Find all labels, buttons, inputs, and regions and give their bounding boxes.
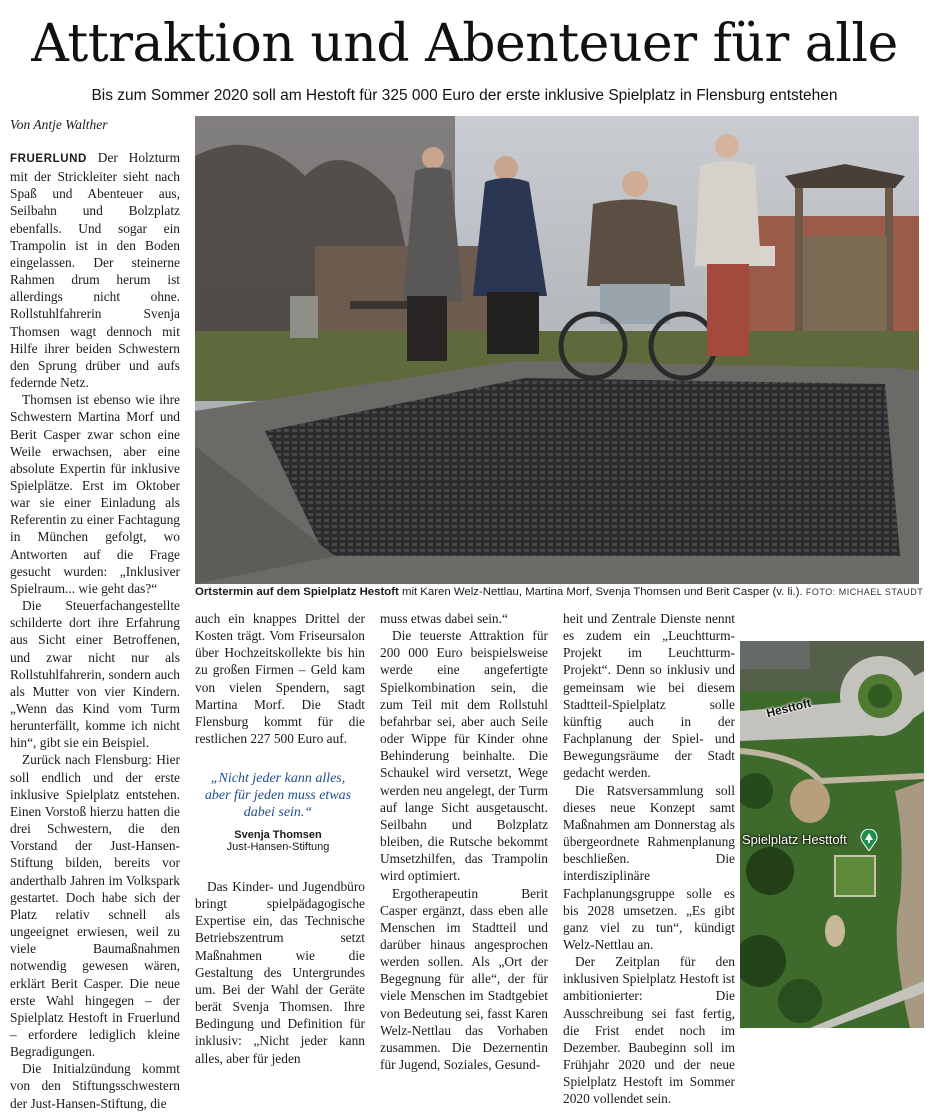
paragraph-text: Der Holzturm mit der Strickleiter sieht nach Spaß und Abenteuer aus, Seilbahn und Bolzplatz ebenfalls. Und sogar ein Trampolin ist in den Boden eingelassen. Der steinerne Rahmen drum herum ist allerdings nicht ohne. Rollstuhlfahrerin Svenja Thomsen wagt dennoch mit Hilfe ihrer beiden Schwestern den Sprung drüber und aufs federnde Netz. bbox=[10, 150, 180, 391]
article-column-2-lower bbox=[195, 878, 365, 1067]
article-column-1 bbox=[10, 149, 180, 1112]
caption-lead: Ortstermin auf dem Spielplatz Hestoft bbox=[195, 586, 399, 598]
paragraph: muss etwas dabei sein.“ bbox=[380, 611, 508, 626]
photo-caption bbox=[195, 585, 924, 600]
article-column-2 bbox=[195, 610, 365, 747]
caption-text: mit Karen Welz-Nettlau, Martina Morf, Svenja Thomsen und Berit Casper (v. li.). bbox=[398, 586, 803, 598]
paragraph: Zurück nach Flensburg: Hier soll endlich und der erste inklusive Spielplatz entstehen. Einen Vorstoß hierzu hatten die drei Schwestern, die den Vorstand der Just-Hansen-Stiftung bilden, bereits vor anderthalb Jahren im Volkspark gestartet. Doch habe sich der Platz relativ schnell als ungeeignet erwiesen, weil zu viele Baumaßnahmen notwendig gewesen wären, erklärt Berit Casper. Die neue erste Wahl hingegen – der Spielplatz Hestoft in Fruerlund – erfordere lediglich kleine Begradigungen. bbox=[10, 752, 180, 1060]
paragraph bbox=[10, 149, 180, 391]
article-column-3 bbox=[380, 610, 548, 1073]
map-place-label: Spielplatz Hesttoft bbox=[742, 832, 847, 847]
quote-author: Svenja Thomsen bbox=[234, 829, 322, 841]
paragraph: heit und Zentrale Dienste nennt es zudem ein „Leuchtturm-Projekt im Leuchtturm-Projekt“. Denn so inklusiv und gemeinsam wie bei diesem Stadtteil-Spielplatz solle künftig auch in der Fachplanung der Spiel- und Bewegungsräume der Stadt gedacht werden. bbox=[563, 611, 735, 781]
quote-organization: Just-Hansen-Stiftung bbox=[226, 841, 330, 853]
paragraph: Thomsen ist ebenso wie ihre Schwestern Martina Morf und Berit Casper zwar schon eine Weile erwachsen, aber eine absolute Expertin für inklusive Spielplätze. Erst im Oktober war sie einer Einladung als Referentin zu einer Fachtagung in München gefolgt, wo Antworten auf die Frage gesucht wurden: „Inklusiver Spielraum... wie geht das?“ bbox=[10, 392, 180, 596]
byline: Von Antje Walther bbox=[10, 117, 108, 132]
paragraph: Die teuerste Attraktion für 200 000 Euro beispielsweise werde eine angefertigte Spielkombination sein, die zum Teil mit dem Rollstuhl befahrbar sei, aber auch Seile oder Wippe für Kinder ohne Behinderung beinhalte. Die Schaukel wird versetzt, Wege werden neu angelegt, der Turm auf lange Sicht ausgetauscht. Seilbahn und Bolzplatz bleiben, die Rutsche bekommt Umsetzhilfen, das Trampolin wird optimiert. bbox=[380, 628, 548, 884]
paragraph: Die Ratsversammlung soll dieses neue Konzept samt Maßnahmen am Donnerstag als übergeordnete Rahmenplanung beschließen. Die interdisziplinäre Fachplanungsgruppe solle es bis 2028 umsetzen. „Es gibt ganz viel zu tun“, kündigt Welz-Nettlau an. bbox=[563, 782, 735, 952]
tree-pin-icon bbox=[860, 829, 878, 851]
photo-credit: FOTO: MICHAEL STAUDT bbox=[805, 587, 924, 597]
dateline: FRUERLUND bbox=[10, 153, 87, 165]
pull-quote bbox=[200, 770, 356, 853]
headline: Attraktion und Abenteuer für alle bbox=[31, 14, 898, 74]
paragraph: Ergotherapeutin Berit Casper ergänzt, dass eben alle Menschen im Stadtteil und darüber hinaus angesprochen werden sollen. Als „Ort der Begegnung für alle“, der für viele Menschen im Stadtgebiet von Bedeutung sei, fasst Karen Welz-Nettlau das Vorhaben zusammen. Die Dezernentin für Jugend, Soziales, Gesund- bbox=[380, 885, 548, 1073]
aerial-map bbox=[740, 641, 924, 1028]
quote-text: „Nicht jeder kann alles, aber für jeden muss etwas dabei sein.“ bbox=[204, 771, 352, 820]
paragraph: Das Kinder- und Jugendbüro bringt spielpädagogische Expertise ein, das Technische Betriebszentrum setzt Maßnahmen wie die Gestaltung des Untergrundes um. Bei der Wahl der Geräte berät Svenja Thomsen. Ihre Bedingung und Definition für inklusiv: „Nicht jeder kann alles, aber für jeden bbox=[195, 879, 365, 1066]
paragraph: auch ein knappes Drittel der Kosten trägt. Vom Friseursalon über Hochzeitskollekte bis hin zu großen Firmen – Geld kam von vielen Spendern, sagt Martina Morf. Die Stadt Flensburg kommt für die restlichen 227 500 Euro auf. bbox=[195, 611, 365, 747]
subheadline: Bis zum Sommer 2020 soll am Hestoft für 325 000 Euro der erste inklusive Spielplatz in Flensburg entstehen bbox=[91, 87, 838, 104]
paragraph: Der Zeitplan für den inklusiven Spielplatz Hestoft ist ambitionierter: Die Ausschreibung sei fast fertig, die Frist endet noch im Dezember. Baubeginn soll im Frühjahr 2020 und der neue Spielplatz Hestoft im Sommer 2020 vollendet sein. bbox=[563, 954, 735, 1107]
paragraph: Die Steuerfachangestellte schilderte dort ihre Erfahrung aus Sicht einer Betroffenen, und zwar nicht nur als Rollstuhlfahrerin, sondern auch als Mutter von vier Kindern. „Wenn das Kind vom Turm herunterfällt, komme ich nicht hin“, gibt sie ein Beispiel. bbox=[10, 598, 180, 751]
map-street-label: Hesttoft bbox=[764, 695, 813, 721]
paragraph: Die Initialzündung kommt von den Stiftungsschwestern der Just-Hansen-Stiftung, die bbox=[10, 1061, 180, 1111]
article-photo bbox=[195, 116, 919, 584]
article-column-4 bbox=[563, 610, 735, 1108]
